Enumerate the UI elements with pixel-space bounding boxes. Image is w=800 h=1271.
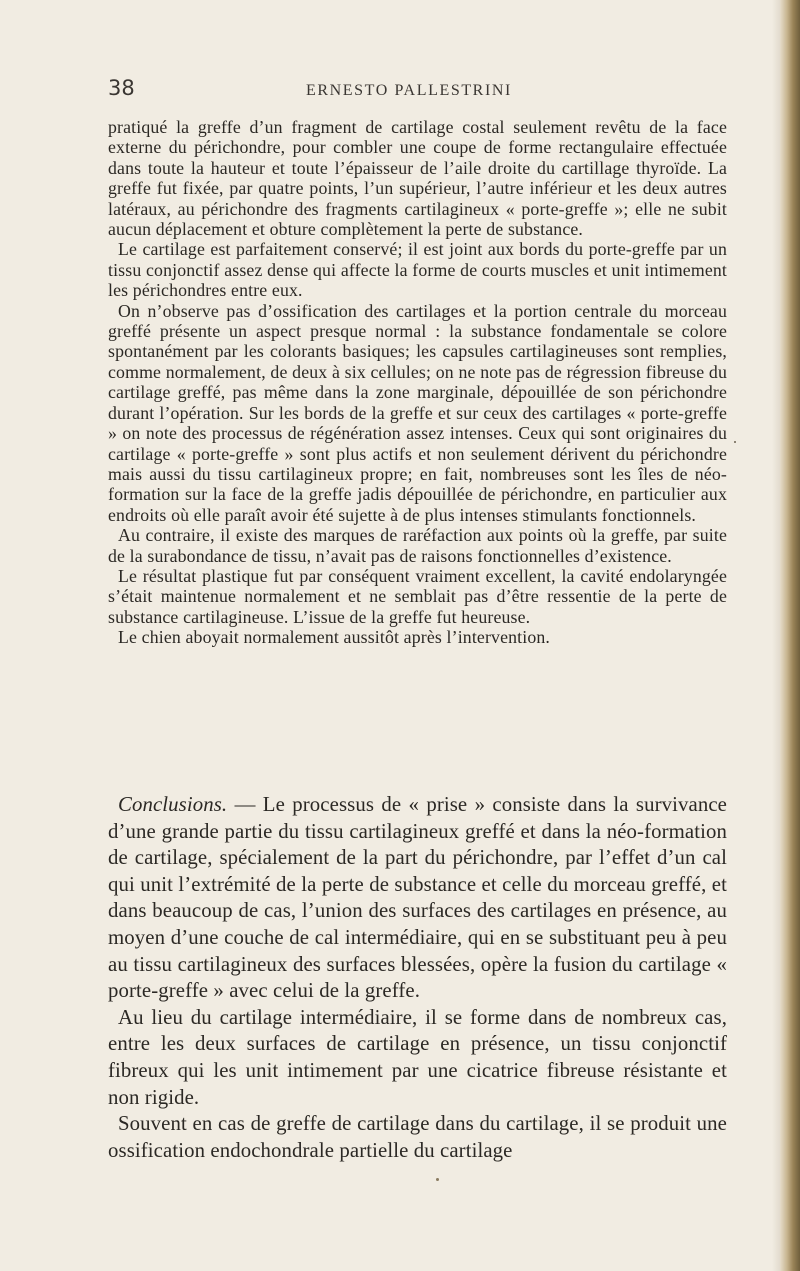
conclusions-section	[108, 792, 727, 1164]
conclusions-label: Conclusions.	[118, 793, 228, 816]
paragraph-rarefaction: Au contraire, il existe des marques de raréfaction aux points où la greffe, par suite de la surabondance de tissu, n’avait pas de raisons fonctionnelles d’existence.	[108, 525, 727, 566]
page-number: 38	[108, 76, 135, 100]
ink-speck	[734, 441, 736, 443]
conclusions-paragraph	[108, 792, 727, 1005]
conclusions-lead-text: — Le processus de « prise » consiste dans la survivance d’une grande partie du tissu cartilagineux greffé et dans la néo-formation de cartilage, spécialement de la part du périchondre, par l’effet d’un cal qui unit l’extrémité de la perte de substance et celle du morceau greffé, et dans beaucoup de cas, l’union des surfaces des cartilages en présence, au moyen d’une couche de cal intermédiaire, qui en se substituant peu à peu au tissu cartilagineux des surfaces blessées, opère la fusion du cartilage « porte-greffe » avec celui de la greffe.	[108, 793, 727, 1003]
page-edge-shadow	[772, 0, 780, 1271]
paragraph-ossification-endochondrale: Souvent en cas de greffe de cartilage dans du cartilage, il se produit une ossification endochondrale partielle du cartilage	[108, 1112, 727, 1162]
paragraph-ossification: On n’observe pas d’ossification des cartilages et la portion centrale du morceau greffé présente un aspect presque normal : la substance fondamentale se colore spontanément par les colorants basiques; les capsules cartilagineuses sont remplies, comme normalement, de deux à six cellules; on ne note pas de régression fibreuse du cartilage greffé, pas même dans la zone marginale, dépouillée de son périchondre durant l’opération. Sur les bords de la greffe et sur ceux des cartilages « porte-greffe » on note des processus de régénération assez intenses. Ceux qui sont originaires du cartilage « porte-greffe » sont plus actifs et non seulement dérivent du périchondre mais aussi du tissu cartilagineux propre; en fait, nombreuses sont les îles de néo-formation sur la face de la greffe jadis dépouillée de périchondre, en particulier aux endroits où elle paraît avoir été sujette à de plus intenses stimulants fonctionnels.	[108, 300, 727, 525]
page-header	[108, 76, 728, 106]
paragraph-cartilage-conserve: Le cartilage est parfaitement conservé; il est joint aux bords du porte-greffe par un tissu conjonctif assez dense qui affecte la forme de courts muscles et unit intimement les périchondres entre eux.	[108, 239, 727, 301]
paragraph-resultat: Le résultat plastique fut par conséquent vraiment excellent, la cavité endolaryngée s’était maintenue normalement et ne semblait pas d’être ressentie de la perte de substance cartilagineuse. L’issue de la greffe fut heureuse.	[108, 565, 727, 627]
running-head: ERNESTO PALLESTRINI	[306, 82, 512, 99]
paragraph-greffe-description: pratiqué la greffe d’un fragment de cartilage costal seulement revêtu de la face externe du périchondre, pour combler une coupe de forme rectangulaire effectuée dans toute la hauteur et toute l’épaisseur de l’aile droite du cartillage thyroïde. La greffe fut fixée, par quatre points, l’un supérieur, l’autre inférieur et les deux autres latéraux, au périchondre des fragments cartilagineux « porte-greffe »; elle ne subit aucun déplacement et obture complètement la perte de substance.	[108, 117, 727, 240]
paragraph-chien: Le chien aboyait normalement aussitôt après l’intervention.	[118, 627, 551, 648]
book-page-edge	[780, 0, 800, 1271]
paragraph-cartilage-intermediaire: Au lieu du cartilage intermédiaire, il se forme dans de nombreux cas, entre les deux surfaces de cartilage en présence, un tissu conjonctif fibreux qui les unit intimement par une cicatrice fibreuse résistante et non rigide.	[108, 1005, 727, 1109]
experiment-text	[108, 117, 727, 648]
ink-speck	[436, 1178, 439, 1181]
